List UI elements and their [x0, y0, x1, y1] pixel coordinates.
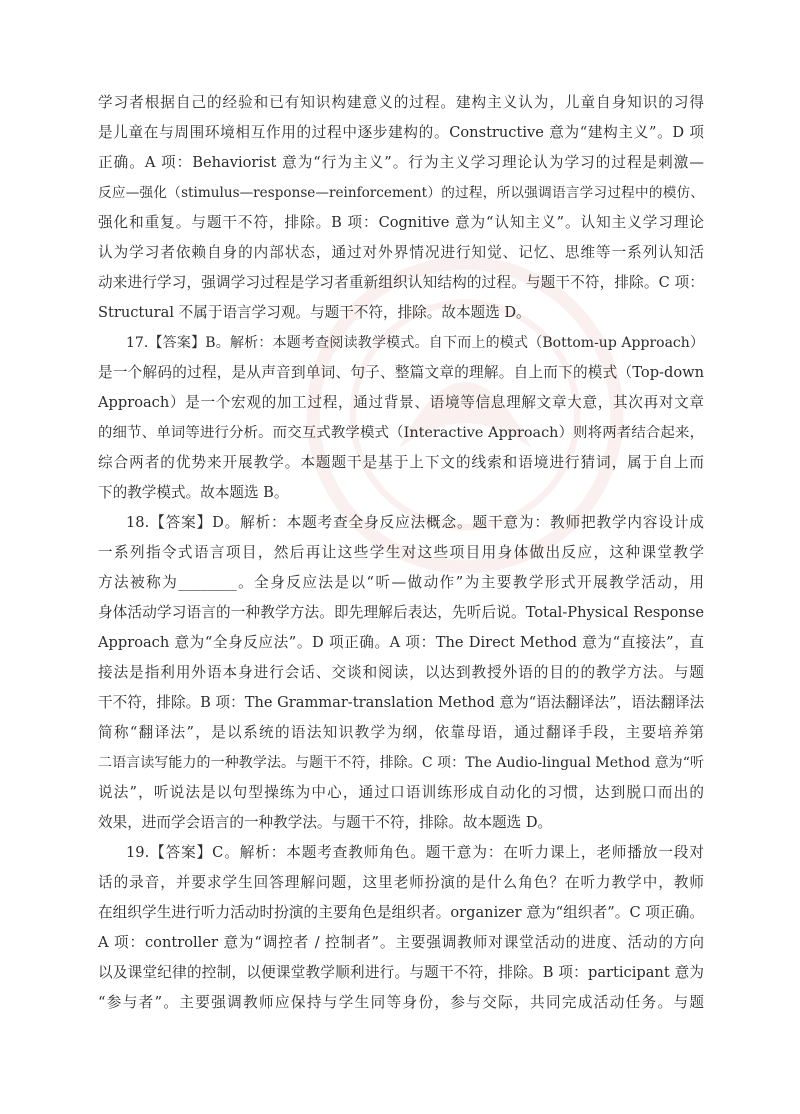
text-line: 的细节、单词等进行分析。而交互式教学模式（Interactive Approach）则将两者结合起来，: [98, 425, 704, 441]
text-line: 说法”，听说法是以句型操练为中心，通过口语训练形成自动化的习惯，达到脱口而出的: [98, 784, 704, 801]
text-line: Approach 意为“全身反应法”。D 项正确。A 项：The Direct Method 意为“直接法”，直: [98, 634, 704, 651]
text-line: Structural 不属于语言学习观。与题干不符，排除。故本题选 D。: [98, 304, 531, 321]
answer-17-heading: 17.【答案】B。解析：本题考查阅读教学模式。自下而上的模式（Bottom-up Approach）: [126, 335, 704, 351]
text-line: A 项：controller 意为“调控者 / 控制者”。主要强调教师对课堂活动的进度、活动的方向: [98, 934, 704, 951]
text-line: 二语言读写能力的一种教学法。与题干不符，排除。C 项：The Audio-lingual Method 意为“听: [98, 755, 704, 771]
answer-18-heading: 18.【答案】D。解析：本题考查全身反应法概念。题干意为：教师把教学内容设计成: [126, 514, 704, 531]
text-line: 动来进行学习，强调学习过程是学习者重新组织认知结构的过程。与题干不符，排除。C 项：: [98, 274, 704, 291]
text-line: 在组织学生进行听力活动时扮演的主要角色是组织者。organizer 意为“组织者”。C 项正确。: [98, 904, 704, 921]
text-line: 以及课堂纪律的控制，以便课堂教学顺利进行。与题干不符，排除。B 项：participant 意为: [98, 964, 704, 981]
text-line: 效果，进而学会语言的一种教学法。与题干不符，排除。故本题选 D。: [98, 814, 553, 831]
text-line: 干不符，排除。B 项：The Grammar-translation Method 意为“语法翻译法”，语法翻译法: [98, 694, 705, 711]
text-line: 综合两者的优势来开展教学。本题题干是基于上下文的线索和语境进行猜词，属于自上而: [98, 454, 704, 471]
text-line: 一系列指令式语言项目，然后再让这些学生对这些项目用身体做出反应，这种课堂教学: [98, 544, 704, 561]
text-line: 是儿童在与周围环境相互作用的过程中逐步建构的。Constructive 意为“建构主义”。D 项: [98, 124, 704, 141]
text-line: 正确。A 项：Behaviorist 意为“行为主义”。行为主义学习理论认为学习的过程是刺激—: [98, 154, 704, 171]
text-line: 身体活动学习语言的一种教学方法。即先理解后表达，先听后说。Total-Physical Response: [98, 604, 704, 621]
text-line: 接法是指利用外语本身进行会话、交谈和阅读，以达到教授外语的目的的教学方法。与题: [98, 664, 704, 681]
text-line: 方法被称为________。全身反应法是以“听—做动作”为主要教学形式开展教学活动，用: [98, 574, 704, 591]
text-line: 反应—强化（stimulus—response—reinforcement）的过程，所以强调语言学习过程中的模仿、: [98, 185, 704, 201]
text-line: 下的教学模式。故本题选 B。: [98, 484, 289, 501]
text-line: Approach）是一个宏观的加工过程，通过背景、语境等信息理解文章大意，其次再对文章: [98, 394, 704, 411]
text-line: 强化和重复。与题干不符，排除。B 项：Cognitive 意为“认知主义”。认知主义学习理论: [98, 214, 704, 231]
text-line: “参与者”。主要强调教师应保持与学生同等身份，参与交际，共同完成活动任务。与题: [98, 994, 704, 1011]
text-line: 话的录音，并要求学生回答理解问题，这里老师扮演的是什么角色？在听力教学中，教师: [98, 874, 704, 891]
answer-19-heading: 19.【答案】C。解析：本题考查教师角色。题干意为：在听力课上，老师播放一段对: [126, 844, 704, 861]
text-line: 认为学习者依赖自身的内部状态，通过对外界情况进行知觉、记忆、思维等一系列认知活: [98, 244, 704, 261]
text-line: 简称“翻译法”，是以系统的语法知识教学为纲，依靠母语，通过翻译手段，主要培养第: [98, 724, 704, 741]
text-line: 是一个解码的过程，是从声音到单词、句子、整篇文章的理解。自上而下的模式（Top-down: [98, 364, 704, 381]
text-line: 学习者根据自己的经验和已有知识构建意义的过程。建构主义认为，儿童自身知识的习得: [98, 94, 704, 111]
